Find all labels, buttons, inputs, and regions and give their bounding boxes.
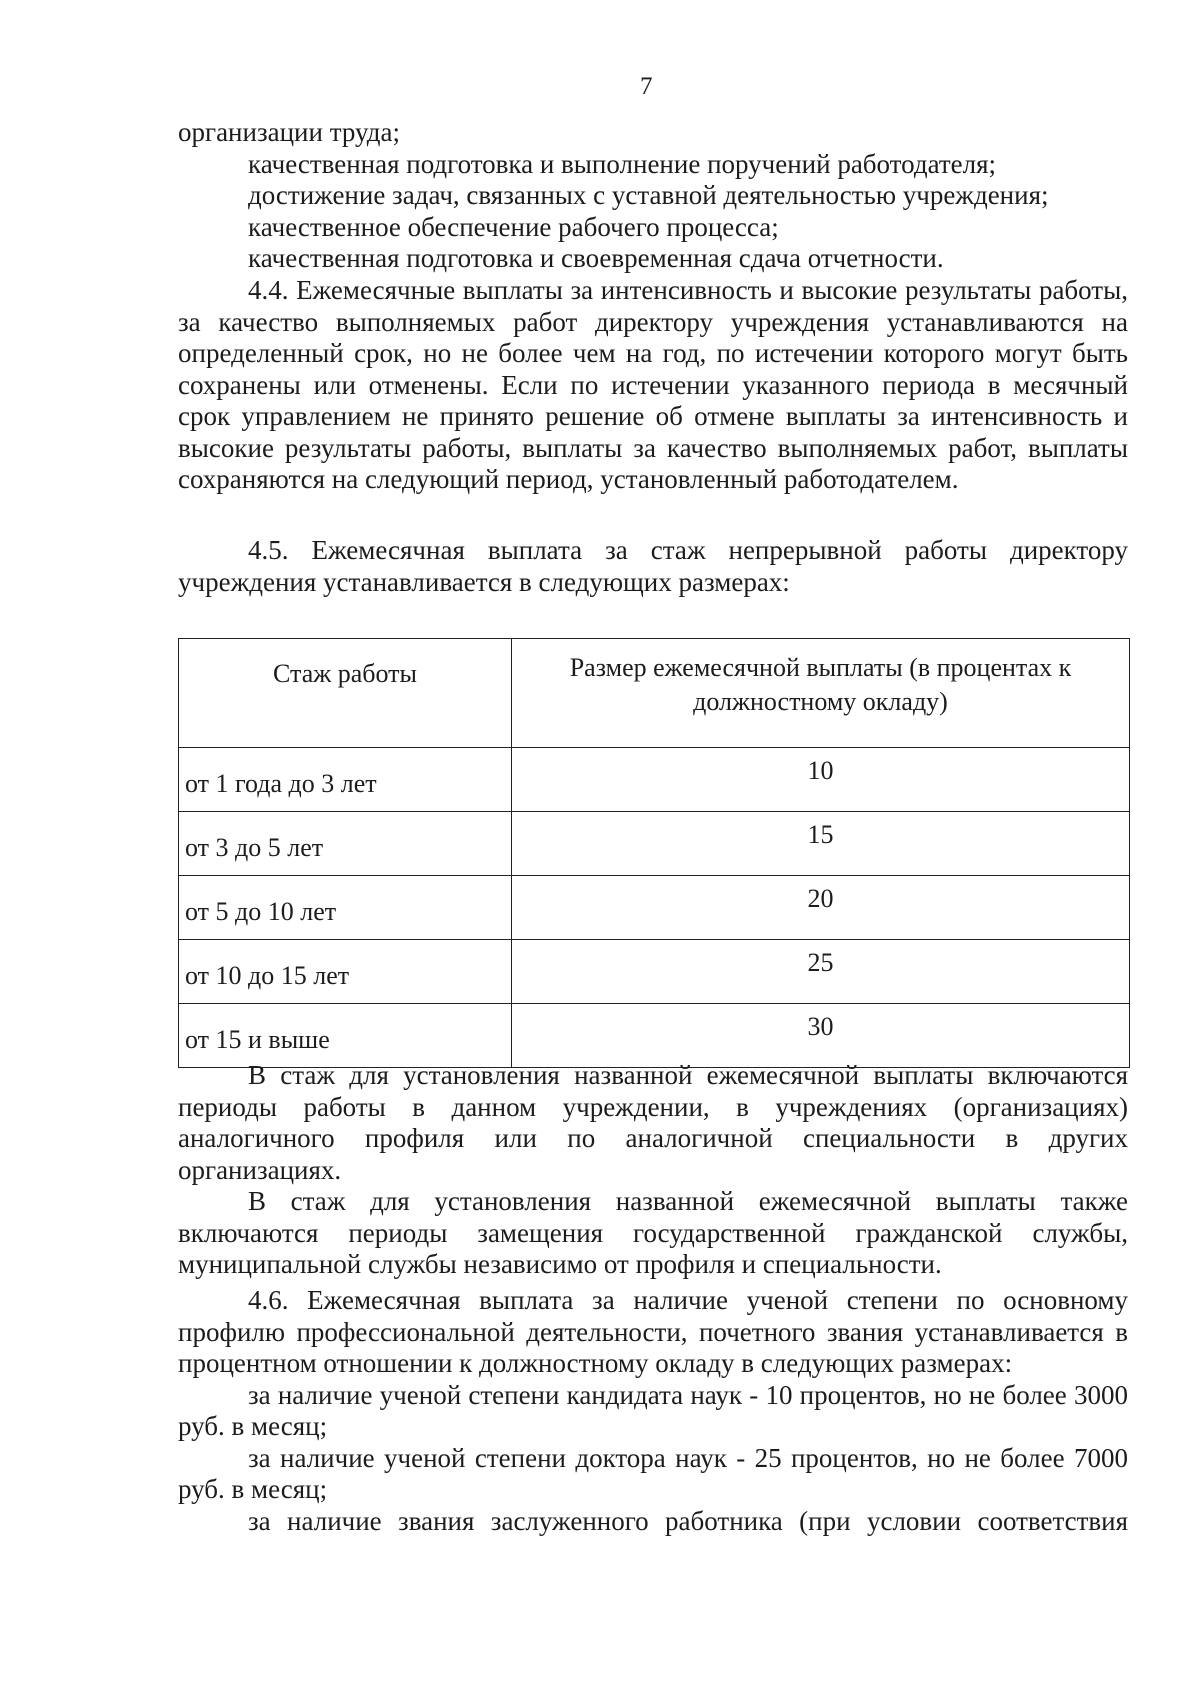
header-seniority: Стаж работы	[179, 639, 512, 748]
intro-list	[178, 117, 1128, 275]
paragraph-candidate-degree: за наличие ученой степени кандидата наук - 10 процентов, но не более 3000 руб. в месяц;	[178, 1379, 1128, 1441]
paragraph-4-5: 4.5. Ежемесячная выплата за стаж непрерывной работы директору учреждения устанавливается в следующих размерах:	[178, 535, 1128, 597]
paragraph-doctor-degree: за наличие ученой степени доктора наук - 25 процентов, но не более 7000 руб. в месяц;	[178, 1442, 1128, 1504]
seniority-range-cell: от 15 и выше	[179, 1004, 512, 1068]
intro-line: качественная подготовка и своевременная сдача отчетности.	[248, 243, 944, 273]
page-number: 7	[640, 73, 653, 100]
seniority-table	[178, 638, 1130, 1068]
section-4-4	[178, 275, 1128, 496]
header-payment-size: Размер ежемесячной выплаты (в процентах к должностному окладу)	[512, 639, 1130, 748]
payment-percent-cell: 15	[512, 812, 1130, 876]
seniority-range-cell: от 5 до 10 лет	[179, 876, 512, 940]
intro-line: качественное обеспечение рабочего процесса;	[248, 211, 779, 242]
table-row	[179, 876, 1130, 940]
paragraph-honored-title: за наличие звания заслуженного работника (при условии соответствия	[248, 1505, 1128, 1536]
seniority-range-cell: от 1 года до 3 лет	[179, 748, 512, 812]
section-seniority-notes	[178, 1060, 1128, 1281]
table-row	[179, 812, 1130, 876]
intro-line: достижение задач, связанных с уставной деятельностью учреждения;	[248, 180, 1049, 210]
section-4-5	[178, 535, 1128, 598]
paragraph-4-6: 4.6. Ежемесячная выплата за наличие ученой степени по основному профилю профессиональной деятельности, почетного звания устанавливается в процентном отношении к должностному окладу в следующих размерах:	[178, 1285, 1128, 1378]
payment-percent-cell: 25	[512, 940, 1130, 1004]
seniority-range-cell: от 10 до 15 лет	[179, 940, 512, 1004]
paragraph-seniority-inclusion: В стаж для установления названной ежемесячной выплаты включаются периоды работы в данном учреждении, в учреждениях (организациях) аналогичного профиля или по аналогичной специальности в других организациях.	[178, 1060, 1128, 1185]
paragraph-seniority-civil-service: В стаж для установления названной ежемесячной выплаты также включаются периоды замещения государственной гражданской службы, муниципальной службы независимо от профиля и специальности.	[178, 1186, 1128, 1279]
table-row	[179, 940, 1130, 1004]
section-4-6	[178, 1285, 1128, 1537]
payment-percent-cell: 10	[512, 748, 1130, 812]
intro-line: организации труда;	[178, 117, 400, 147]
paragraph-4-4: 4.4. Ежемесячные выплаты за интенсивность и высокие результаты работы, за качество выполняемых работ директору учреждения устанавливаются на определенный срок, но не более чем на год, по истечении которого могут быть сохранены или отменены. Если по истечении указанного периода в месячный срок управлением не принято решение об отмене выплаты за интенсивность и высокие результаты работы, выплаты за качество выполняемых работ, выплаты сохраняются на следующий период, установленный работодателем.	[178, 275, 1128, 494]
table-row	[179, 1004, 1130, 1068]
payment-percent-cell: 30	[512, 1004, 1130, 1068]
intro-line: качественная подготовка и выполнение поручений работодателя;	[248, 148, 997, 179]
seniority-range-cell: от 3 до 5 лет	[179, 812, 512, 876]
payment-percent-cell: 20	[512, 876, 1130, 940]
table-row	[179, 748, 1130, 812]
table-header-row	[179, 639, 1130, 748]
